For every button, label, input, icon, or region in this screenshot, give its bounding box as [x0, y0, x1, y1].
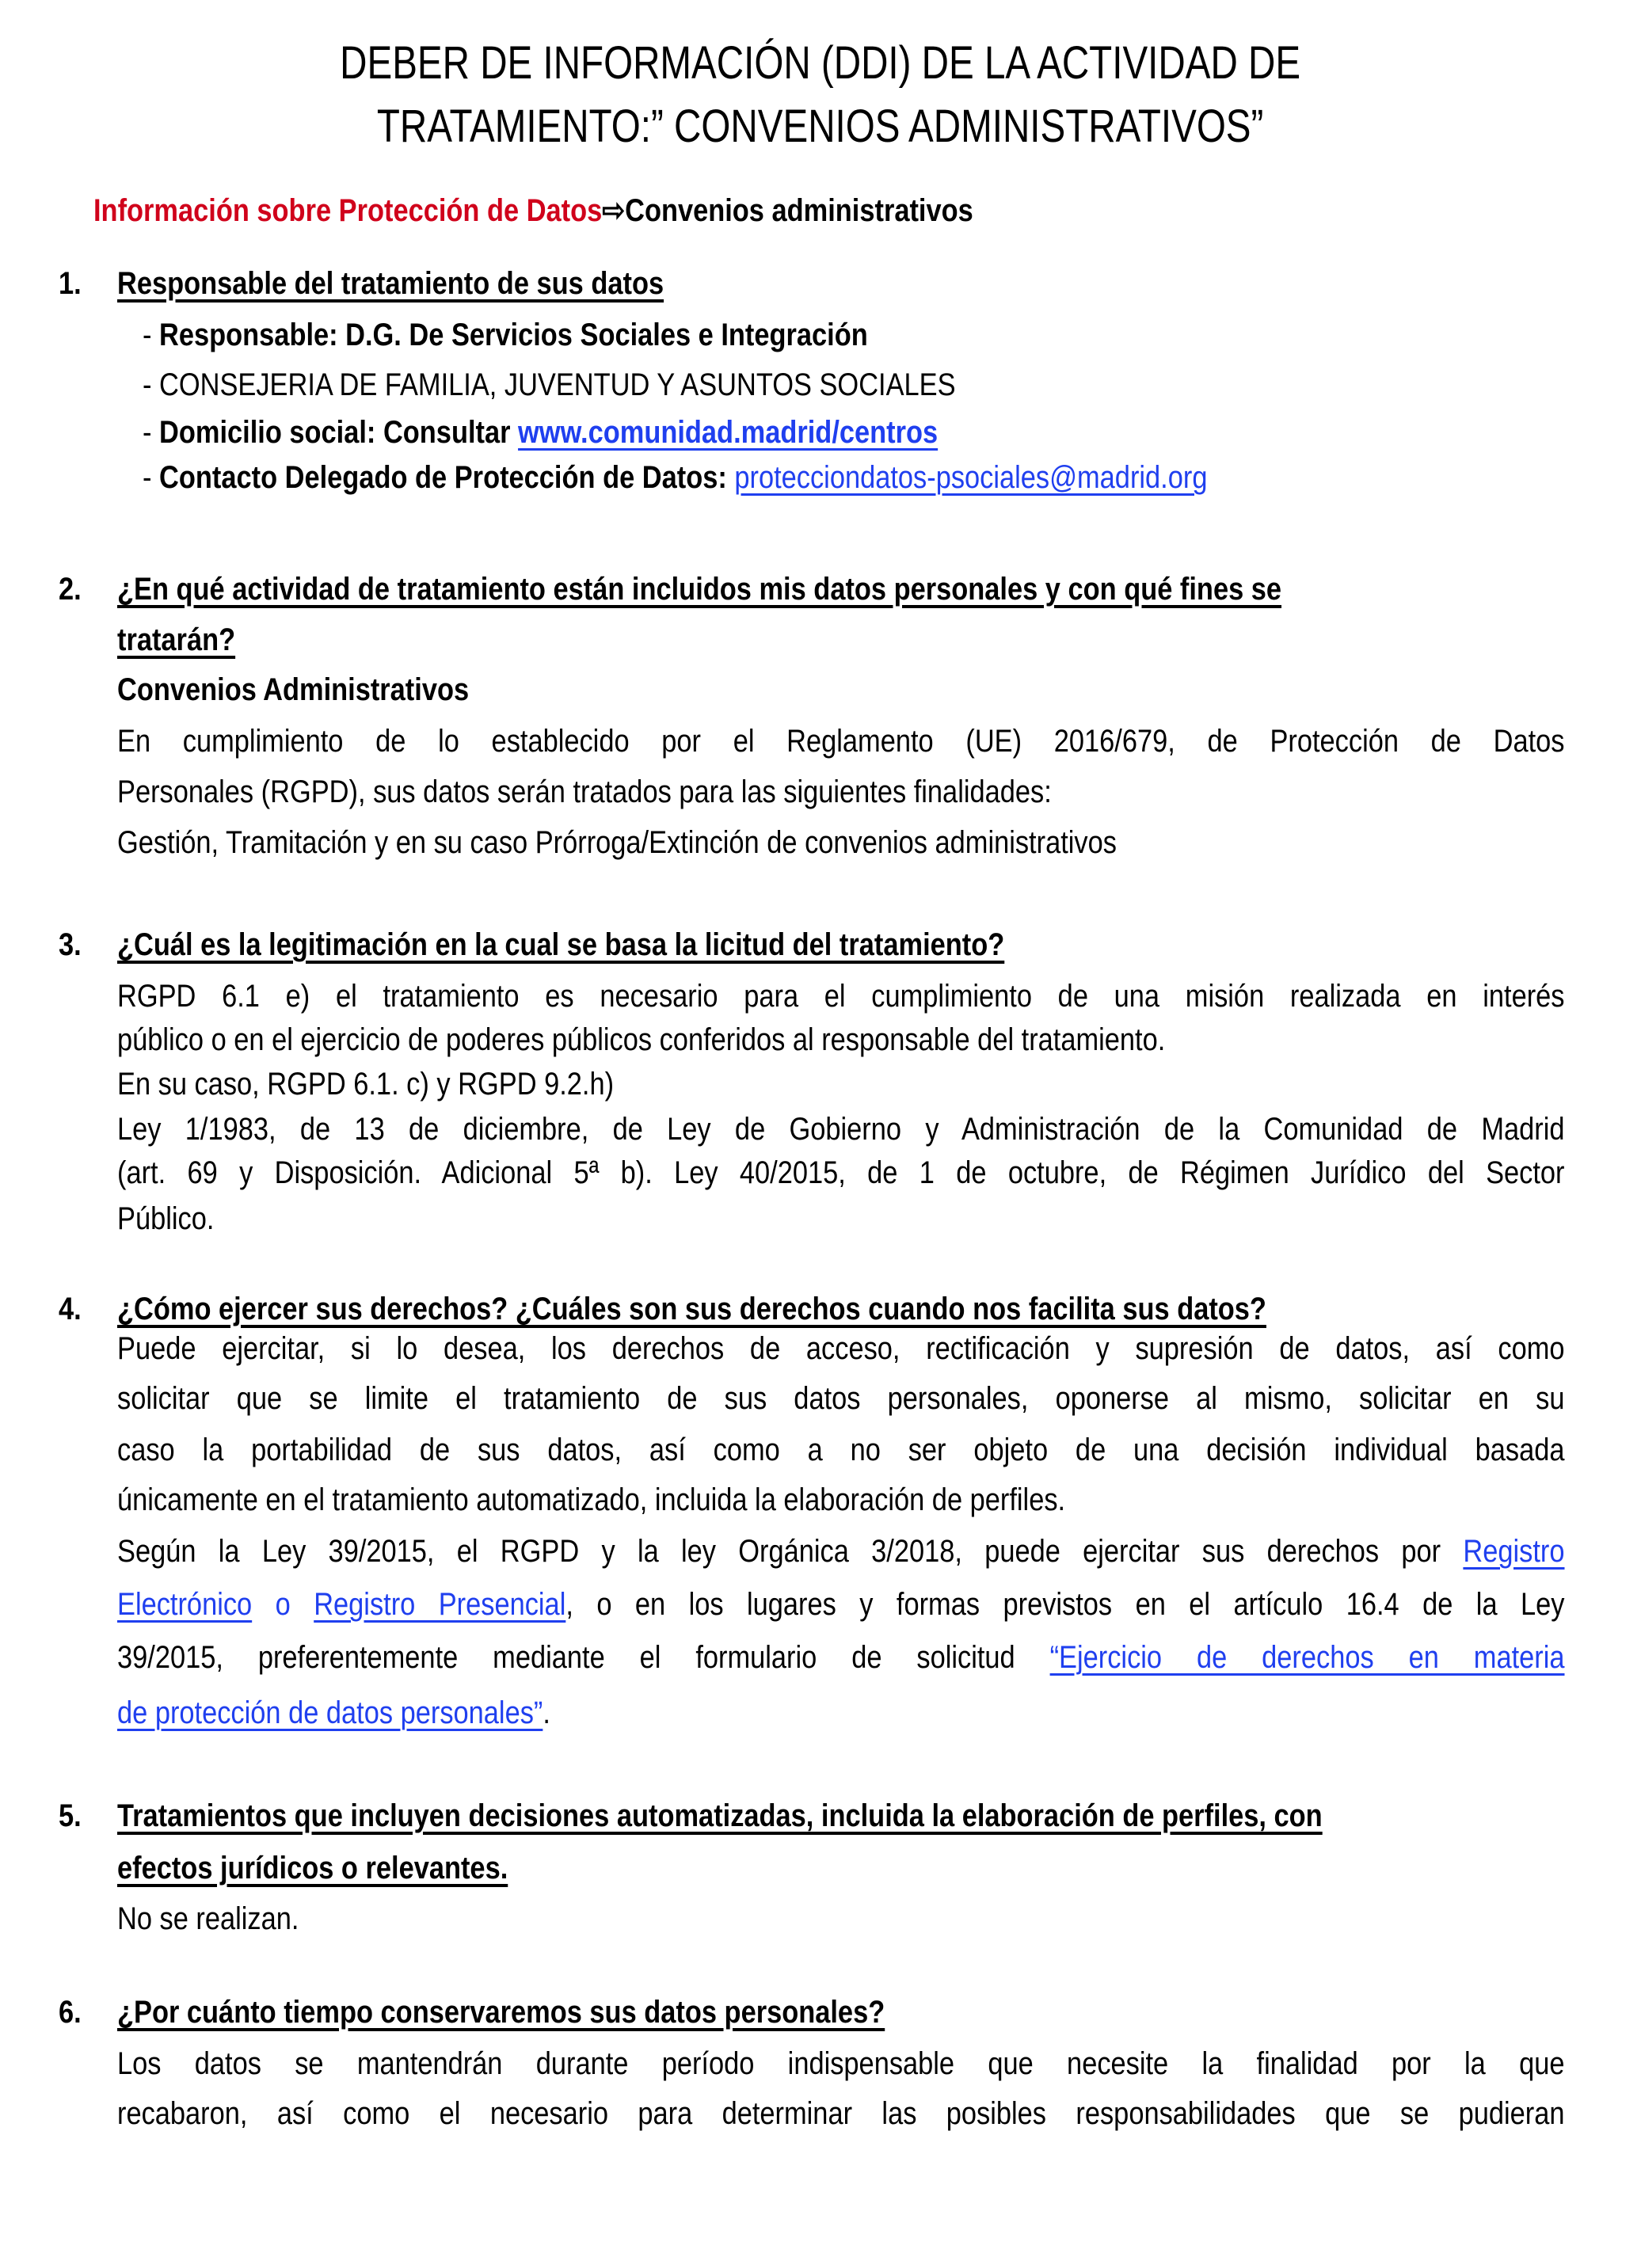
section-6-body-line-2: recabaron, así como el necesario para determinar las posibles responsabilidades que se pudieran [117, 2096, 1565, 2131]
section-2-body-line-1: En cumplimiento de lo establecido por el Reglamento (UE) 2016/679, de Protección de Datos [117, 724, 1565, 759]
section-5-heading-line-1: Tratamientos que incluyen decisiones automatizadas, incluida la elaboración de perfiles, con [117, 1798, 1323, 1833]
rights-text-2: , o en los lugares y formas previstos en el artículo 16.4 de la Ley [565, 1587, 1565, 1622]
section-4-body-line-1: Puede ejercitar, si lo desea, los derechos de acceso, rectificación y supresión de datos, así como [117, 1331, 1565, 1366]
consejeria-text: CONSEJERIA DE FAMILIA, JUVENTUD Y ASUNTOS SOCIALES [159, 367, 956, 402]
section-3-body-line-1: RGPD 6.1 e) el tratamiento es necesario para el cumplimiento de una misión realizada en interés [117, 979, 1565, 1014]
section-4-number: 4. [59, 1292, 82, 1326]
section-4-rights-line-4 [117, 1688, 550, 1738]
formulario-ejercicio-derechos-link-cont[interactable]: de protección de datos personales” [117, 1695, 543, 1730]
section-6-body-line-1: Los datos se mantendrán durante período indispensable que necesite la finalidad por la que [117, 2046, 1565, 2081]
section-4-body-line-4: únicamente en el tratamiento automatizado, incluida la elaboración de perfiles. [117, 1482, 1066, 1517]
section-2-body-line-2: Personales (RGPD), sus datos serán tratados para las siguientes finalidades: [117, 774, 1052, 809]
bullet-responsable [143, 310, 868, 360]
section-4-body-line-2: solicitar que se limite el tratamiento de sus datos personales, oponerse al mismo, solicitar en su [117, 1381, 1565, 1416]
centros-link[interactable]: www.comunidad.madrid/centros [518, 415, 939, 450]
section-2-heading-line-2: tratarán? [117, 622, 236, 657]
connector-o: o [252, 1587, 314, 1622]
section-6-heading: ¿Por cuánto tiempo conservaremos sus datos personales? [117, 1995, 885, 2030]
dpd-email-link[interactable]: protecciondatos-psociales@madrid.org [734, 460, 1208, 495]
section-3-body-line-6: Público. [117, 1201, 215, 1236]
section-6-number: 6. [59, 1995, 82, 2030]
section-4-rights-line-1 [117, 1526, 1565, 1577]
section-3-body-line-5: (art. 69 y Disposición. Adicional 5ª b). Ley 40/2015, de 1 de octubre, de Régimen Jurídico del Sector [117, 1155, 1565, 1190]
bullet-consejeria [143, 360, 956, 410]
registro-electronico-link-cont[interactable]: Electrónico [117, 1587, 253, 1622]
section-4-rights-line-2 [117, 1579, 1565, 1630]
contacto-label: Contacto Delegado de Protección de Datos: [159, 460, 735, 495]
section-2-number: 2. [59, 572, 82, 607]
rights-end: . [543, 1695, 550, 1730]
subtitle-red-text: Información sobre Protección de Datos [93, 193, 603, 228]
document-title-line-1 [0, 32, 1641, 95]
registro-presencial-link[interactable]: Registro Presencial [314, 1587, 566, 1622]
rights-text-1: Según la Ley 39/2015, el RGPD y la ley Orgánica 3/2018, puede ejercitar sus derechos por [117, 1534, 1464, 1569]
section-3-number: 3. [59, 927, 82, 962]
arrow-right-icon: ⇨ [602, 193, 626, 228]
registro-electronico-link[interactable]: Registro [1463, 1534, 1565, 1569]
bullet-dash: - [143, 367, 152, 402]
section-5-body: No se realizan. [117, 1901, 299, 1936]
title-text-2: TRATAMIENTO:” CONVENIOS ADMINISTRATIVOS” [377, 101, 1264, 152]
section-4-body-line-3: caso la portabilidad de sus datos, así como a no ser objeto de una decisión individual basada [117, 1433, 1565, 1467]
section-1-number: 1. [59, 266, 82, 301]
responsable-text: Responsable: D.G. De Servicios Sociales e Integración [159, 318, 868, 352]
section-3-heading: ¿Cuál es la legitimación en la cual se basa la licitud del tratamiento? [117, 927, 1005, 962]
document-title-line-2 [0, 95, 1641, 158]
section-2-heading-line-1: ¿En qué actividad de tratamiento están incluidos mis datos personales y con qué fines se [117, 572, 1282, 607]
section-2-subheading: Convenios Administrativos [117, 672, 470, 707]
title-text-1: DEBER DE INFORMACIÓN (DDI) DE LA ACTIVIDAD DE [340, 37, 1301, 89]
domicilio-label: Domicilio social: Consultar [159, 415, 519, 450]
section-5-heading-line-2: efectos jurídicos o relevantes. [117, 1851, 508, 1886]
section-2-body-line-3: Gestión, Tramitación y en su caso Prórroga/Extinción de convenios administrativos [117, 825, 1117, 860]
bullet-dash: - [143, 318, 152, 352]
section-4-heading: ¿Cómo ejercer sus derechos? ¿Cuáles son sus derechos cuando nos facilita sus datos? [117, 1292, 1266, 1326]
formulario-ejercicio-derechos-link[interactable]: “Ejercicio de derechos en materia [1049, 1640, 1565, 1675]
bullet-dash: - [143, 460, 152, 495]
bullet-contacto-dpd [143, 452, 1207, 503]
section-4-rights-line-3 [117, 1632, 1565, 1683]
section-3-body-line-4: Ley 1/1983, de 13 de diciembre, de Ley de Gobierno y Administración de la Comunidad de Madrid [117, 1112, 1565, 1147]
section-1-heading: Responsable del tratamiento de sus datos [117, 266, 664, 301]
section-3-body-line-2: público o en el ejercicio de poderes públicos conferidos al responsable del tratamiento. [117, 1022, 1166, 1057]
rights-text-3: 39/2015, preferentemente mediante el formulario de solicitud [117, 1640, 1050, 1675]
subtitle-black-text: Convenios administrativos [625, 193, 973, 228]
bullet-dash: - [143, 415, 152, 450]
section-3-body-line-3: En su caso, RGPD 6.1. c) y RGPD 9.2.h) [117, 1067, 615, 1102]
bullet-domicilio [143, 407, 938, 458]
subtitle [93, 185, 973, 236]
section-5-number: 5. [59, 1798, 82, 1833]
